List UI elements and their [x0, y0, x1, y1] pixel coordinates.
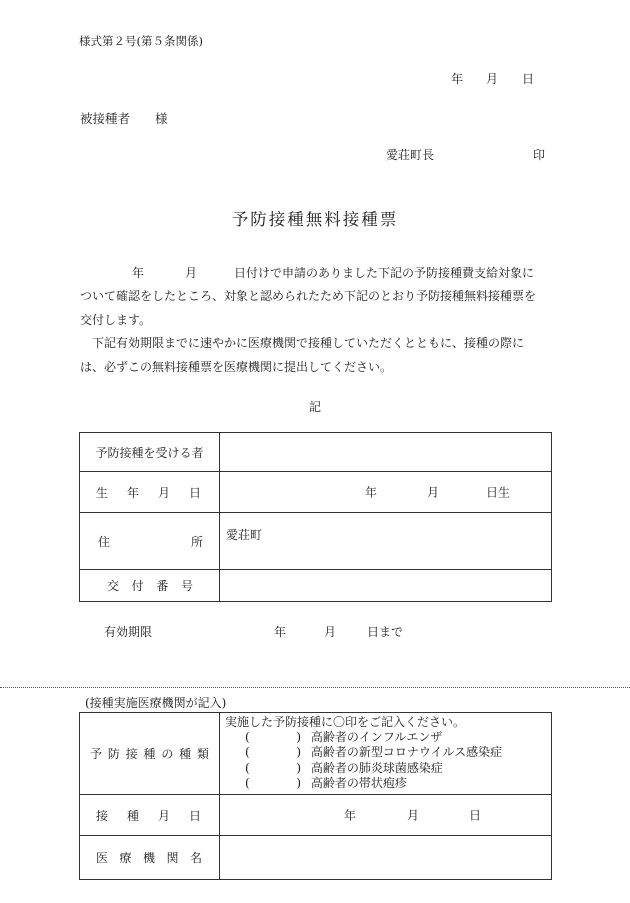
table-row — [80, 713, 552, 795]
vaccine-type-label-char: 接 — [125, 747, 138, 761]
clinic-name-label-char: 療 — [119, 851, 132, 866]
vaccination-date-label-char: 日 — [188, 808, 201, 823]
table-row — [80, 433, 552, 472]
body-line-2: ついて確認をしたところ、対象と認められたため下記のとおり予防接種無料接種票を — [80, 289, 537, 304]
birthdate-label — [80, 472, 220, 513]
validity-year: 年 — [274, 625, 287, 639]
clinic-name-label-char: 機 — [142, 851, 155, 866]
birthdate-label-char: 月 — [157, 485, 170, 500]
vaccine-type-label-char: 防 — [107, 747, 120, 761]
form-number: 様式第２号(第５条関係) — [79, 34, 203, 48]
vaccination-date-label-char: 月 — [157, 808, 170, 823]
date-month: 月 — [486, 72, 499, 86]
recipient-label: 予防接種を受ける者 — [80, 433, 220, 472]
vaccine-name: 高齢者の帯状疱疹 — [310, 775, 407, 790]
address-label-char: 所 — [190, 534, 203, 549]
address-label — [80, 513, 220, 570]
body-line-1-rest: 日付けで申請のありました下記の予防接種費支給対象に — [234, 266, 535, 280]
address-town: 愛荘町 — [226, 528, 263, 542]
vaccine-type-label — [80, 713, 220, 795]
body-month: 月 — [185, 266, 198, 280]
paren-open: ( — [245, 730, 250, 745]
issue-number-value[interactable] — [220, 570, 552, 602]
birthdate-value[interactable] — [220, 472, 552, 513]
vaccination-date-label-char: 種 — [126, 808, 139, 823]
date-year: 年 — [451, 72, 464, 86]
vaccine-name: 高齢者の肺炎球菌感染症 — [310, 760, 443, 775]
vaccination-year: 年 — [344, 808, 357, 823]
body-line-1 — [80, 262, 550, 285]
vaccine-type-label-char: 類 — [196, 747, 209, 761]
table-row — [80, 570, 552, 602]
clinic-note: (接種実施医療機関が記入) — [85, 696, 227, 710]
vaccine-name: 高齢者の新型コロナウイルス感染症 — [310, 745, 503, 760]
clinic-name-label-char: 関 — [166, 851, 179, 866]
vaccine-type-value — [220, 713, 552, 795]
vaccine-name: 高齢者のインフルエンザ — [310, 730, 443, 745]
vaccine-option[interactable] — [225, 745, 551, 760]
body-year: 年 — [132, 266, 145, 280]
vaccine-type-label-char: 種 — [143, 747, 156, 761]
ki-heading: 記 — [308, 400, 321, 414]
table-row — [80, 795, 552, 836]
issue-number-label-char: 号 — [180, 579, 193, 593]
cut-line — [0, 687, 630, 688]
vaccine-type-label-char: 種 — [179, 747, 192, 761]
issue-number-label-char: 番 — [156, 579, 169, 593]
vaccine-type-label-char: 予 — [90, 747, 103, 761]
vaccination-day: 日 — [469, 808, 482, 823]
vaccination-date-label-char: 接 — [96, 808, 109, 823]
birthdate-label-char: 年 — [126, 485, 139, 500]
birthdate-label-char: 日 — [188, 485, 201, 500]
paren-close: ) — [296, 730, 301, 745]
paren-open: ( — [245, 775, 250, 790]
vaccination-month: 月 — [407, 808, 420, 823]
seal-mark: 印 — [533, 148, 546, 162]
address-label-char: 住 — [98, 534, 111, 549]
vaccination-date-label — [80, 795, 220, 836]
vaccine-option[interactable] — [225, 761, 551, 776]
birth-month: 月 — [427, 485, 440, 500]
address-value[interactable] — [220, 513, 552, 570]
table-row — [80, 836, 552, 880]
vaccine-option[interactable] — [225, 730, 551, 745]
table-row — [80, 472, 552, 513]
issuer-name: 愛荘町長 — [386, 148, 435, 162]
issue-number-label-char: 交 — [107, 579, 120, 593]
recipient-value[interactable] — [220, 433, 552, 472]
clinic-name-label-char: 医 — [96, 851, 109, 866]
vaccination-date-value[interactable] — [220, 795, 552, 836]
document-title: 予防接種無料接種票 — [231, 210, 399, 229]
recipient-line: 被接種者 様 — [80, 111, 168, 126]
issue-number-label-char: 付 — [131, 579, 144, 593]
paren-open: ( — [245, 760, 250, 775]
body-text — [80, 262, 550, 379]
clinic-name-label — [80, 836, 220, 880]
vaccine-instruction: 実施した予防接種に〇印をご記入ください。 — [225, 715, 466, 729]
table-row — [80, 513, 552, 570]
birthdate-label-char: 生 — [96, 485, 109, 500]
date-day: 日 — [522, 72, 535, 86]
clinic-name-value[interactable] — [220, 836, 552, 880]
body-line-3: 交付します。 — [80, 312, 152, 327]
validity-label: 有効期限 — [104, 625, 153, 639]
vaccine-option[interactable] — [225, 776, 551, 791]
validity-until: 日まで — [367, 625, 404, 639]
clinic-name-label-char: 名 — [189, 851, 202, 866]
body-line-5: は、必ずこの無料接種票を医療機関に提出してください。 — [80, 359, 393, 374]
clinic-table — [79, 712, 552, 880]
issue-number-label — [80, 570, 220, 602]
body-line-4: 下記有効期限までに速やかに医療機関で接種していただくとともに、接種の際に — [80, 336, 525, 351]
birth-year: 年 — [365, 485, 378, 500]
validity-month: 月 — [324, 625, 337, 639]
birth-day: 日生 — [486, 485, 511, 500]
paren-open: ( — [245, 745, 250, 760]
paren-close: ) — [296, 745, 301, 760]
recipient-table — [79, 432, 552, 602]
paren-close: ) — [296, 760, 301, 775]
vaccine-type-label-char: の — [161, 747, 174, 761]
paren-close: ) — [296, 775, 301, 790]
